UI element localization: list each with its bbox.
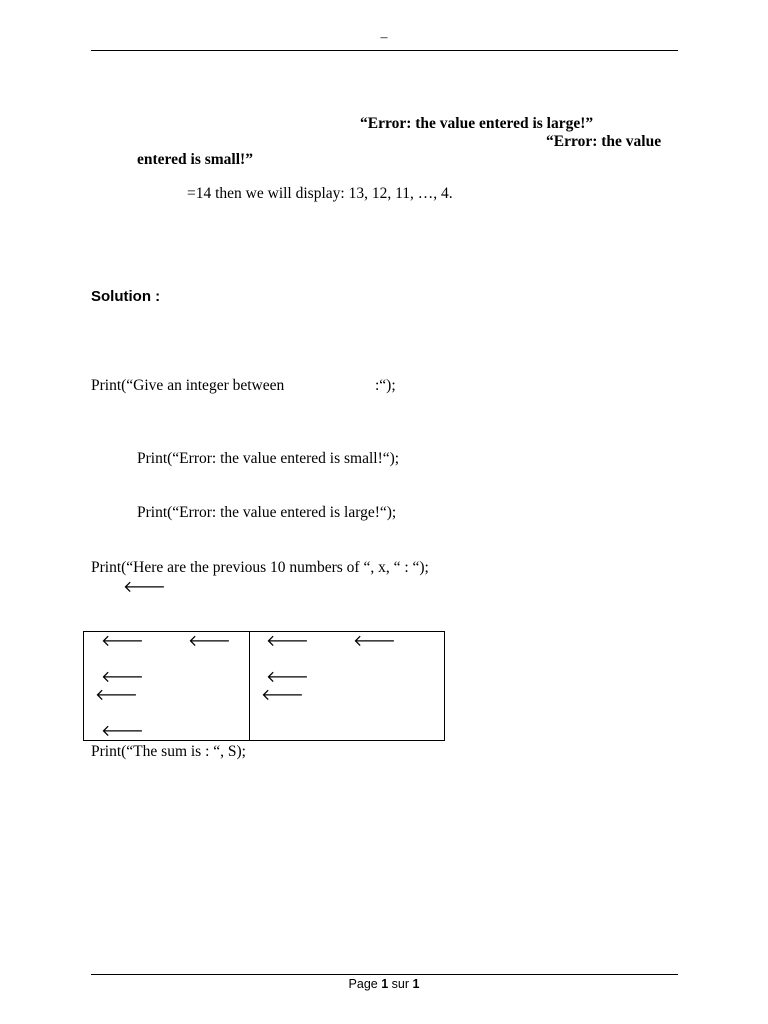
- page-header-text: –: [380, 30, 388, 45]
- assignment-arrow-icon: 🡐: [266, 631, 309, 650]
- assignment-arrow-icon: 🡐: [101, 721, 144, 740]
- footer-rule: [91, 974, 678, 975]
- loop-box-divider: [249, 631, 250, 741]
- error-large-text: “Error: the value entered is large!”: [360, 115, 594, 132]
- assignment-arrow-icon: 🡐: [95, 685, 138, 704]
- assignment-arrow-icon: 🡐: [353, 631, 396, 650]
- assignment-arrow-icon: 🡐: [101, 631, 144, 650]
- assignment-arrow-icon: 🡐: [123, 577, 166, 596]
- code-line-give-integer-end: :“);: [375, 377, 396, 394]
- code-line-previous-numbers: Print(“Here are the previous 10 numbers of “, x, “ : “);: [91, 559, 429, 576]
- assignment-arrow-icon: 🡐: [188, 631, 231, 650]
- code-line-sum: Print(“The sum is : “, S);: [91, 743, 246, 760]
- code-line-give-integer: Print(“Give an integer between: [91, 377, 285, 394]
- footer-prefix: Page: [348, 977, 382, 991]
- assignment-arrow-icon: 🡐: [101, 667, 144, 686]
- code-line-error-large: Print(“Error: the value entered is large!“);: [137, 504, 397, 521]
- assignment-arrow-icon: 🡐: [261, 685, 304, 704]
- footer-current-page: 1: [381, 977, 389, 991]
- error-small-text-part1: “Error: the value: [546, 133, 662, 150]
- example-text: =14 then we will display: 13, 12, 11, …, 4.: [187, 185, 453, 202]
- footer-mid: sur: [388, 977, 413, 991]
- page-footer: [0, 977, 768, 991]
- assignment-arrow-icon: 🡐: [266, 667, 309, 686]
- code-line-error-small: Print(“Error: the value entered is small!“);: [137, 450, 400, 467]
- header-rule: [91, 50, 678, 51]
- solution-heading: Solution :: [91, 288, 161, 305]
- footer-total-pages: 1: [412, 977, 420, 991]
- error-small-text-part2: entered is small!”: [137, 151, 253, 168]
